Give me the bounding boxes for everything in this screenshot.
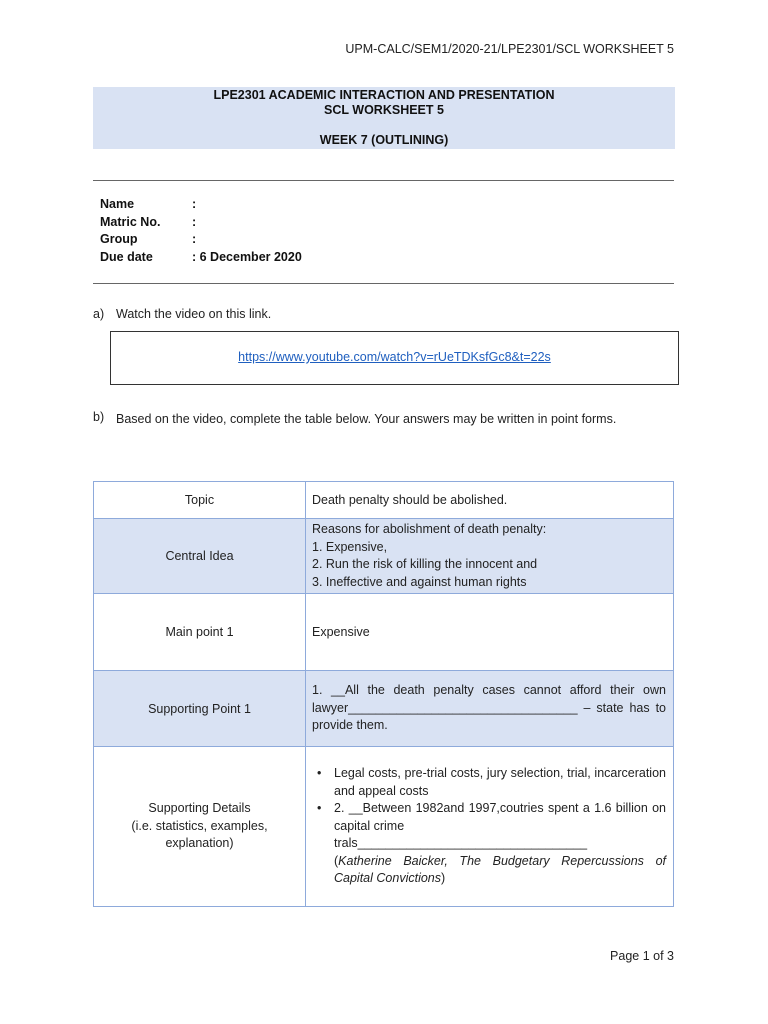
- central-idea-line: Reasons for abolishment of death penalty:: [312, 522, 547, 536]
- central-idea-line: 2. Run the risk of killing the innocent and: [312, 557, 538, 571]
- info-label: Matric No.: [100, 214, 161, 229]
- info-label: Due date: [100, 249, 153, 264]
- info-label: Name: [100, 197, 135, 211]
- course-title: LPE2301 ACADEMIC INTERACTION AND PRESENTATION: [213, 88, 555, 102]
- citation: Katherine Baicker, The Budgetary Repercussions of Capital Convictions: [334, 853, 666, 886]
- bullet-icon: •: [317, 766, 322, 781]
- row-answer[interactable]: Expensive: [306, 594, 674, 671]
- divider-top: [93, 180, 674, 181]
- question-b: [93, 410, 675, 454]
- question-marker: a): [93, 307, 105, 321]
- question-a: [93, 307, 675, 325]
- table-row: [94, 519, 674, 594]
- central-idea-line: 1. Expensive,: [312, 539, 388, 554]
- row-label: Supporting Point 1: [94, 671, 306, 747]
- student-info: [100, 197, 302, 267]
- list-item: • Legal costs, pre-trial costs, jury selection, trial, incarceration and appeal costs: [317, 766, 666, 798]
- divider-bottom: [93, 283, 674, 284]
- page-number: Page 1 of 3: [610, 949, 674, 963]
- title-banner: [93, 87, 675, 149]
- row-answer[interactable]: 1. __All the death penalty cases cannot afford their own lawyer_________________________________ – state has to provide them.: [306, 671, 674, 747]
- row-label: Topic: [94, 482, 306, 519]
- table-row: [94, 747, 674, 907]
- table-row: [94, 671, 674, 747]
- table-row: [94, 594, 674, 671]
- details-label-line: Supporting Details: [148, 801, 251, 816]
- table-row: [94, 482, 674, 519]
- bullet-icon: •: [317, 801, 322, 816]
- info-row-name: [100, 197, 302, 215]
- info-value: : 6 December 2020: [192, 249, 302, 264]
- info-value[interactable]: :: [192, 214, 197, 229]
- details-label-line: (i.e. statistics, examples,: [131, 818, 268, 833]
- row-answer[interactable]: Death penalty should be abolished.: [306, 482, 674, 519]
- row-label: Central Idea: [94, 519, 306, 594]
- question-marker: b): [93, 410, 105, 424]
- info-value[interactable]: :: [192, 197, 197, 211]
- row-label: [94, 747, 306, 907]
- document-reference: UPM-CALC/SEM1/2020-21/LPE2301/SCL WORKSHEET 5: [345, 42, 674, 56]
- video-link-box: [110, 331, 679, 385]
- question-text: Based on the video, complete the table below. Your answers may be written in point forms.: [116, 412, 617, 426]
- info-row-matric: [100, 215, 302, 233]
- outline-table: [93, 481, 674, 907]
- details-label-line: explanation): [165, 836, 234, 851]
- worksheet-title: SCL WORKSHEET 5: [324, 103, 444, 117]
- info-label: Group: [100, 232, 138, 246]
- video-link[interactable]: https://www.youtube.com/watch?v=rUeTDKsfGc8&t=22s: [238, 350, 551, 364]
- info-row-due-date: [100, 250, 302, 268]
- row-answer[interactable]: [306, 519, 674, 594]
- list-item: • 2. __Between 1982and 1997,coutries spent a 1.6 billion on capital crime trals_________________________________ (Katherine Baicker, The Budgetary Repercussions of Capital Convictions): [317, 801, 666, 886]
- details-list: [312, 765, 666, 888]
- row-label: Main point 1: [94, 594, 306, 671]
- row-answer[interactable]: [306, 747, 674, 907]
- week-title: WEEK 7 (OUTLINING): [319, 133, 449, 147]
- central-idea-line: 3. Ineffective and against human rights: [312, 574, 527, 589]
- info-value[interactable]: :: [192, 232, 197, 246]
- question-text: Watch the video on this link.: [116, 307, 272, 321]
- info-row-group: [100, 232, 302, 250]
